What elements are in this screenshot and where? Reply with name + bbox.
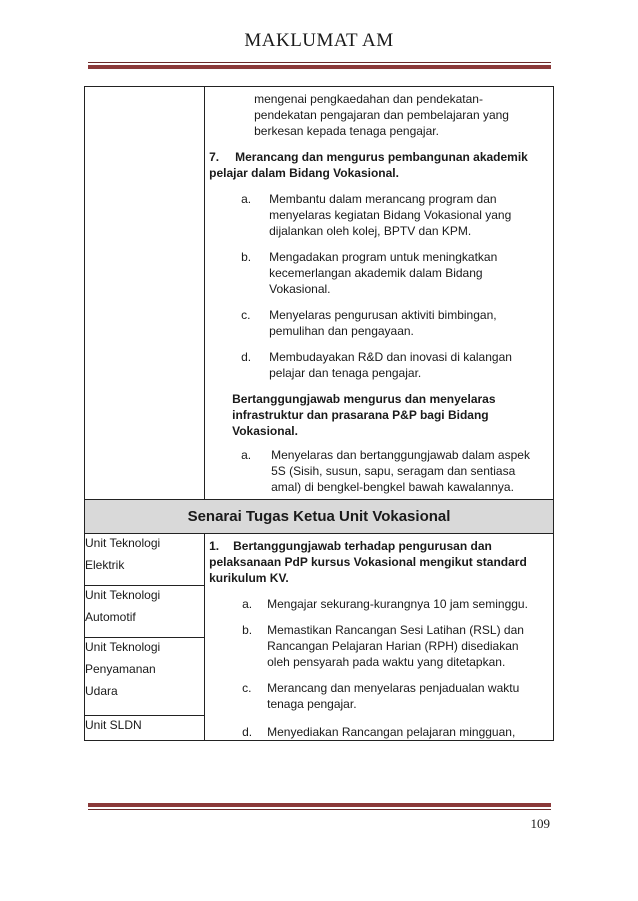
duties-cell (205, 87, 554, 500)
section-8-title: infrastruktur dan prasarana P&P bagi Bidang (232, 408, 489, 422)
section-7-title: 7. Merancang dan mengurus pembangunan akademik (209, 150, 528, 164)
duty-1-title-cont: kurikulum KV. (209, 571, 289, 585)
header-rule (88, 62, 551, 69)
section-band-title: Senarai Tugas Ketua Unit Vokasional (85, 500, 554, 534)
list-item: c. Menyelaras pengurusan aktiviti bimbingan, pemulihan dan pengayaan. (241, 308, 497, 338)
section-8-title: Bertanggungjawab mengurus dan menyelaras (232, 392, 496, 406)
page-number: 109 (530, 816, 550, 831)
unit-cell: Unit SLDN (85, 716, 205, 741)
list-item: d. Membudayakan R&D dan inovasi di kalangan pelajar dan tenaga pengajar. (241, 350, 512, 380)
section-7-title-cont: pelajar dalam Bidang Vokasional. (209, 166, 399, 180)
duty-1-title: 1. Bertanggungjawab terhadap pengurusan dan (209, 539, 492, 553)
section-8-title: Vokasional. (232, 424, 298, 438)
list-item: a. Membantu dalam merancang program dan menyelaras kegiatan Bidang Vokasional yang dijalankan oleh kolej, BPTV dan KPM. (241, 192, 512, 238)
duties-table (84, 86, 554, 741)
text-line: pendekatan pengajaran dan pembelajaran yang (254, 108, 509, 122)
unit-cell: Unit Teknologi Automotif (85, 586, 205, 638)
text-line: berkesan kepada tenaga pengajar. (254, 124, 439, 138)
list-item: d. Menyediakan Rancangan pelajaran mingguan, (242, 725, 516, 739)
list-item: b. Memastikan Rancangan Sesi Latihan (RSL) dan Rancangan Pelajaran Harian (RPH) disediakan oleh pensyarah pada waktu yang ditetapkan. (242, 623, 524, 669)
empty-left-cell (85, 87, 205, 500)
unit-cell: Unit Teknologi Elektrik (85, 534, 205, 586)
list-item: c. Merancang dan menyelaras penjadualan waktu tenaga pengajar. (242, 681, 520, 711)
page-header-title: MAKLUMAT AM (244, 30, 394, 51)
table-row (85, 500, 554, 534)
unit-duties-cell (205, 534, 554, 741)
list-item: a. Mengajar sekurang-kurangnya 10 jam seminggu. (242, 597, 528, 611)
table-row (85, 87, 554, 500)
list-item: a. Menyelaras dan bertanggungjawab dalam aspek 5S (Sisih, susun, sapu, seragam dan sentiasa amal) di bengkel-bengkel bawah kawalannya. (241, 448, 530, 494)
list-item: b. Mengadakan program untuk meningkatkan kecemerlangan akademik dalam Bidang Vokasional. (241, 250, 498, 296)
text-line: mengenai pengkaedahan dan pendekatan- (254, 92, 483, 106)
footer-rule (88, 803, 551, 810)
duty-1-title-cont: pelaksanaan PdP kursus Vokasional mengikut standard (209, 555, 527, 569)
unit-cell: Unit Teknologi Penyamanan Udara (85, 638, 205, 716)
table-row (85, 534, 554, 586)
